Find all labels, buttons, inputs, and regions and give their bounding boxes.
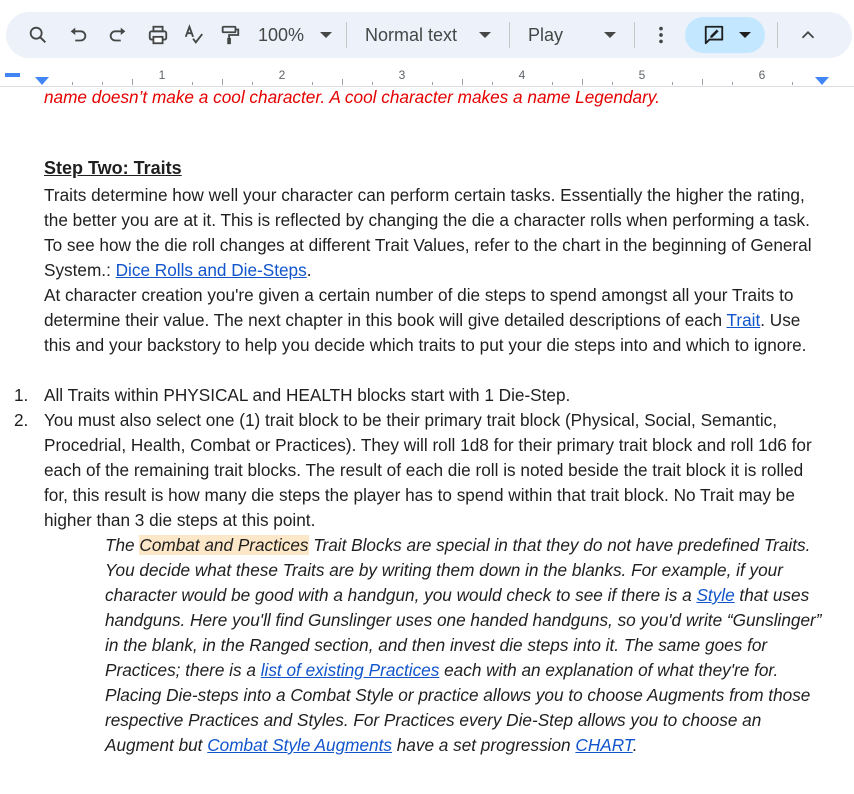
dice-rolls-link[interactable]: Dice Rolls and Die-Steps: [115, 260, 307, 280]
paragraph-text: At character creation you're given a certain number of die steps to spend amongst all your Traits to determine their value. The next chapter in this book will give detailed descriptions of each: [44, 285, 794, 330]
paragraph-style-value: Normal text: [365, 24, 458, 45]
ruler-number: 6: [758, 68, 766, 82]
paragraph: [44, 183, 822, 283]
font-select[interactable]: [518, 17, 626, 53]
note-text: that uses handguns. Here you'll find Gunslinger uses one handed handguns, so you'd write “Gunslinger” in the blank, in the Ranged section, and then invest die steps into it. The same goes for Practices; there is a: [105, 585, 822, 680]
paragraph-text: . Use this and your backstory to help you decide which traits to put your die steps into and which to ignore.: [44, 310, 807, 355]
chart-link[interactable]: CHART: [575, 735, 633, 755]
list-item: All Traits within PHYSICAL and HEALTH blocks start with 1 Die-Step.: [44, 385, 571, 405]
editing-mode-icon: [703, 24, 725, 46]
list-item: You must also select one (1) trait block to be their primary trait block (Physical, Social, Semantic, Procedrial, Health, Combat or Practices). They will roll 1d8 for their primary trait block and roll 1d6 for each of the remaining trait blocks. The result of each die roll is noted beside the trait block it is rolled for, this result is how many die steps the player has to spend within that trait block. No Trait may be higher than 3 die steps at this point.: [44, 410, 812, 530]
paragraph-text: Traits determine how well your character can perform certain tasks. Essentially the higher the rating, the better you are at it. This is reflected by changing the die a character rolls when performing a task. To see how the die roll changes at different Trait Values, refer to the chart in the beginning of General System.:: [44, 185, 812, 280]
note-text: Trait Blocks are special in that they do not have predefined Traits. You decide what these Traits are by writing them down in the blanks. For example, if your character would be good with a handgun, you would check to see if there is a: [105, 535, 811, 605]
redo-icon[interactable]: [100, 17, 136, 53]
paragraph: [44, 283, 822, 358]
trait-link[interactable]: Trait: [726, 310, 761, 330]
paint-format-icon[interactable]: [212, 17, 248, 53]
red-italic-line: name doesn’t make a cool character. A cool character makes a name Legendary.: [44, 87, 660, 107]
spellcheck-icon[interactable]: [176, 17, 212, 53]
note-text: have a set progression: [391, 735, 576, 755]
practices-list-link[interactable]: list of existing Practices: [260, 660, 440, 680]
highlighted-text: Combat and Practices: [139, 535, 309, 555]
paragraph-text: .: [306, 260, 312, 280]
note-text: .: [632, 735, 638, 755]
ruler-number: 2: [278, 68, 286, 82]
left-indent-marker[interactable]: [35, 77, 49, 85]
note-text: each with an explanation of what they're for. Placing Die-steps into a Combat Style or practice allows you to choose Augments from those respective Practices and Styles. For Practices every Die-Step allows you to choose an Augment but: [105, 660, 811, 755]
paragraph-style-select[interactable]: [355, 17, 501, 53]
right-indent-marker[interactable]: [815, 77, 829, 85]
font-value: Play: [528, 24, 564, 45]
ruler-number: 1: [158, 68, 166, 82]
zoom-value: 100%: [258, 24, 305, 45]
toolbar: [6, 12, 852, 58]
chevron-down-icon: [479, 32, 491, 38]
list-number: 1.: [14, 385, 29, 405]
note-paragraph: [105, 533, 827, 758]
list-number: 2.: [14, 410, 29, 430]
chevron-down-icon: [320, 32, 332, 38]
chevron-down-icon: [604, 32, 616, 38]
chevron-up-icon[interactable]: [790, 17, 826, 53]
divider: [634, 22, 635, 48]
ruler-number: 3: [398, 68, 406, 82]
divider: [509, 22, 510, 48]
editing-mode-button[interactable]: [685, 17, 765, 53]
first-line-indent-marker[interactable]: [5, 73, 20, 77]
ruler-number: 5: [638, 68, 646, 82]
note-text: The: [105, 535, 140, 555]
section-heading: Step Two: Traits: [44, 158, 182, 178]
zoom-select[interactable]: [248, 17, 338, 53]
chevron-down-icon: [739, 32, 751, 38]
search-icon[interactable]: [20, 17, 56, 53]
combat-style-augments-link[interactable]: Combat Style Augments: [207, 735, 392, 755]
divider: [346, 22, 347, 48]
style-link[interactable]: Style: [696, 585, 735, 605]
more-vert-icon[interactable]: [643, 17, 679, 53]
divider: [777, 22, 778, 48]
print-icon[interactable]: [140, 17, 176, 53]
undo-icon[interactable]: [60, 17, 96, 53]
ruler-number: 4: [518, 68, 526, 82]
